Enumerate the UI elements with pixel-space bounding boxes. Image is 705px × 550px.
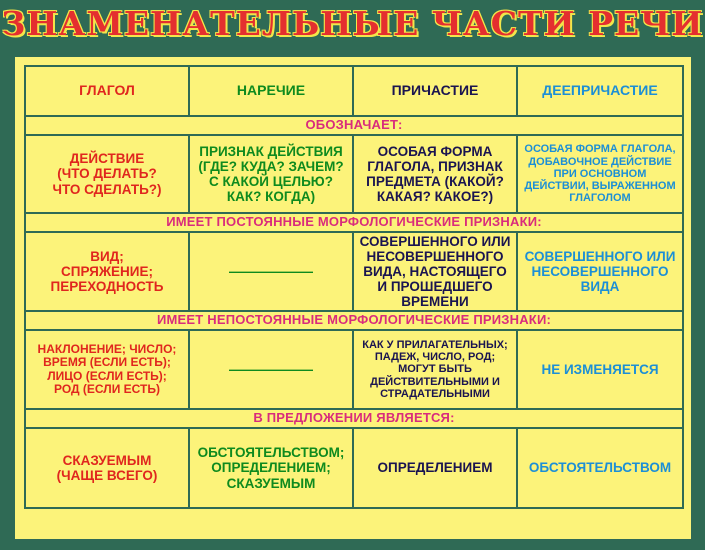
cell-line: НЕ ИЗМЕНЯЕТСЯ <box>541 361 659 377</box>
table-row <box>25 428 683 508</box>
cell-gerund-variable <box>517 330 683 409</box>
cell-line: ПРЕДМЕТА (КАКОЙ? <box>366 174 504 189</box>
header-participle: ПРИЧАСТИЕ <box>353 66 517 116</box>
section-nepostoyannye: ИМЕЕТ НЕПОСТОЯННЫЕ МОРФОЛОГИЧЕСКИЕ ПРИЗНАКИ: <box>25 311 683 330</box>
cell-line: ОБСТОЯТЕЛЬСТВОМ <box>528 460 672 476</box>
cell-line: СКАЗУЕМЫМ <box>226 475 316 491</box>
cell-line: СОВЕРШЕННОГО ИЛИ <box>359 233 511 249</box>
table-row <box>25 232 683 311</box>
cell-adverb-role <box>189 428 353 508</box>
table-row <box>25 135 683 213</box>
section-row <box>25 311 683 330</box>
cell-line: РОД (ЕСЛИ ЕСТЬ) <box>54 381 160 396</box>
cell-line: ПРИ ОСНОВНОМ <box>553 167 647 180</box>
cell-line: ДЕЙСТВИЕ <box>69 151 145 167</box>
cell-line: ОПРЕДЕЛЕНИЕМ <box>377 460 493 476</box>
cell-line: СОВЕРШЕННОГО ИЛИ <box>524 248 676 264</box>
cell-line: ОСОБАЯ ФОРМА ГЛАГОЛА, <box>524 143 676 156</box>
cell-line: (ГДЕ? КУДА? ЗАЧЕМ? <box>198 158 344 174</box>
page-title: ЗНАМЕНАТЕЛЬНЫЕ ЧАСТИ РЕЧИ <box>1 4 704 43</box>
header-adverb: НАРЕЧИЕ <box>189 66 353 116</box>
cell-participle-variable <box>353 330 517 409</box>
cell-line: ВРЕМЕНИ <box>401 294 469 310</box>
cell-participle-meaning <box>353 135 517 213</box>
table-row <box>25 330 683 409</box>
section-oboznachaet: ОБОЗНАЧАЕТ: <box>25 116 683 135</box>
dash-line <box>229 362 313 378</box>
cell-line: КАК? КОГДА) <box>226 189 316 205</box>
cell-line: ВРЕМЯ (ЕСЛИ ЕСТЬ); <box>43 355 171 370</box>
section-row <box>25 213 683 232</box>
cell-gerund-constant <box>517 232 683 311</box>
cell-line: ПРИЗНАК ДЕЙСТВИЯ <box>199 143 343 159</box>
cell-line: И ПРОШЕДШЕГО <box>377 279 493 295</box>
cell-verb-constant <box>25 232 189 311</box>
cell-line: ДЕЙСТВИТЕЛЬНЫМИ И <box>370 375 500 388</box>
cell-line: ВИД; <box>90 248 124 264</box>
header-gerund: ДЕЕПРИЧАСТИЕ <box>517 66 683 116</box>
header-row <box>25 66 683 116</box>
cell-adverb-meaning <box>189 135 353 213</box>
section-v-predlozhenii: В ПРЕДЛОЖЕНИИ ЯВЛЯЕТСЯ: <box>25 409 683 428</box>
cell-line: ПЕРЕХОДНОСТЬ <box>50 279 164 295</box>
cell-line: НАКЛОНЕНИЕ; ЧИСЛО; <box>37 341 177 356</box>
cell-line: (ЧТО ДЕЛАТЬ? <box>57 166 157 182</box>
cell-line: ПАДЕЖ, ЧИСЛО, РОД; <box>374 351 496 364</box>
cell-line: СТРАДАТЕЛЬНЫМИ <box>380 387 490 400</box>
header-verb: ГЛАГОЛ <box>25 66 189 116</box>
cell-line: (ЧАЩЕ ВСЕГО) <box>56 468 158 483</box>
dash-line <box>229 264 313 280</box>
cell-line: ВИДА <box>580 279 620 295</box>
cell-verb-meaning <box>25 135 189 213</box>
cell-line: МОГУТ БЫТЬ <box>398 363 472 376</box>
cell-line: СКАЗУЕМЫМ <box>62 452 152 468</box>
cell-line: ВИДА, НАСТОЯЩЕГО <box>363 263 507 279</box>
cell-line: СПРЯЖЕНИЕ; <box>61 263 153 279</box>
cell-verb-role <box>25 428 189 508</box>
cell-line: ОБСТОЯТЕЛЬСТВОМ; <box>197 445 345 461</box>
cell-line: ГЛАГОЛА, ПРИЗНАК <box>367 158 503 174</box>
cell-line: ДЕЙСТВИИ, ВЫРАЖЕННОМ <box>524 180 676 193</box>
cell-participle-role <box>353 428 517 508</box>
cell-adverb-variable <box>189 330 353 409</box>
parts-of-speech-table <box>24 65 684 509</box>
cell-line: ОПРЕДЕЛЕНИЕМ; <box>211 460 331 476</box>
cell-line: С КАКОЙ ЦЕЛЬЮ? <box>209 174 333 189</box>
cell-line: ГЛАГОЛОМ <box>569 192 631 205</box>
section-row <box>25 409 683 428</box>
cell-line: ОСОБАЯ ФОРМА <box>377 143 493 159</box>
cell-line: ЧТО СДЕЛАТЬ?) <box>52 181 162 197</box>
cell-line: КАКАЯ? КАКОЕ?) <box>376 189 494 205</box>
cell-line: НЕСОВЕРШЕННОГО <box>366 248 504 264</box>
cell-line: —————— <box>229 262 313 279</box>
cell-gerund-role <box>517 428 683 508</box>
cell-verb-variable <box>25 330 189 409</box>
cell-line: ДОБАВОЧНОЕ ДЕЙСТВИЕ <box>528 155 672 168</box>
table-board <box>15 57 691 539</box>
cell-line: НЕСОВЕРШЕННОГО <box>531 263 669 279</box>
cell-gerund-meaning <box>517 135 683 213</box>
section-row <box>25 116 683 135</box>
cell-line: КАК У ПРИЛАГАТЕЛЬНЫХ; <box>362 338 508 351</box>
section-postoyannye: ИМЕЕТ ПОСТОЯННЫЕ МОРФОЛОГИЧЕСКИЕ ПРИЗНАКИ: <box>25 213 683 232</box>
cell-participle-constant <box>353 232 517 311</box>
cell-line: ЛИЦО (ЕСЛИ ЕСТЬ); <box>47 368 167 383</box>
cell-adverb-constant <box>189 232 353 311</box>
cell-line: —————— <box>229 360 313 377</box>
